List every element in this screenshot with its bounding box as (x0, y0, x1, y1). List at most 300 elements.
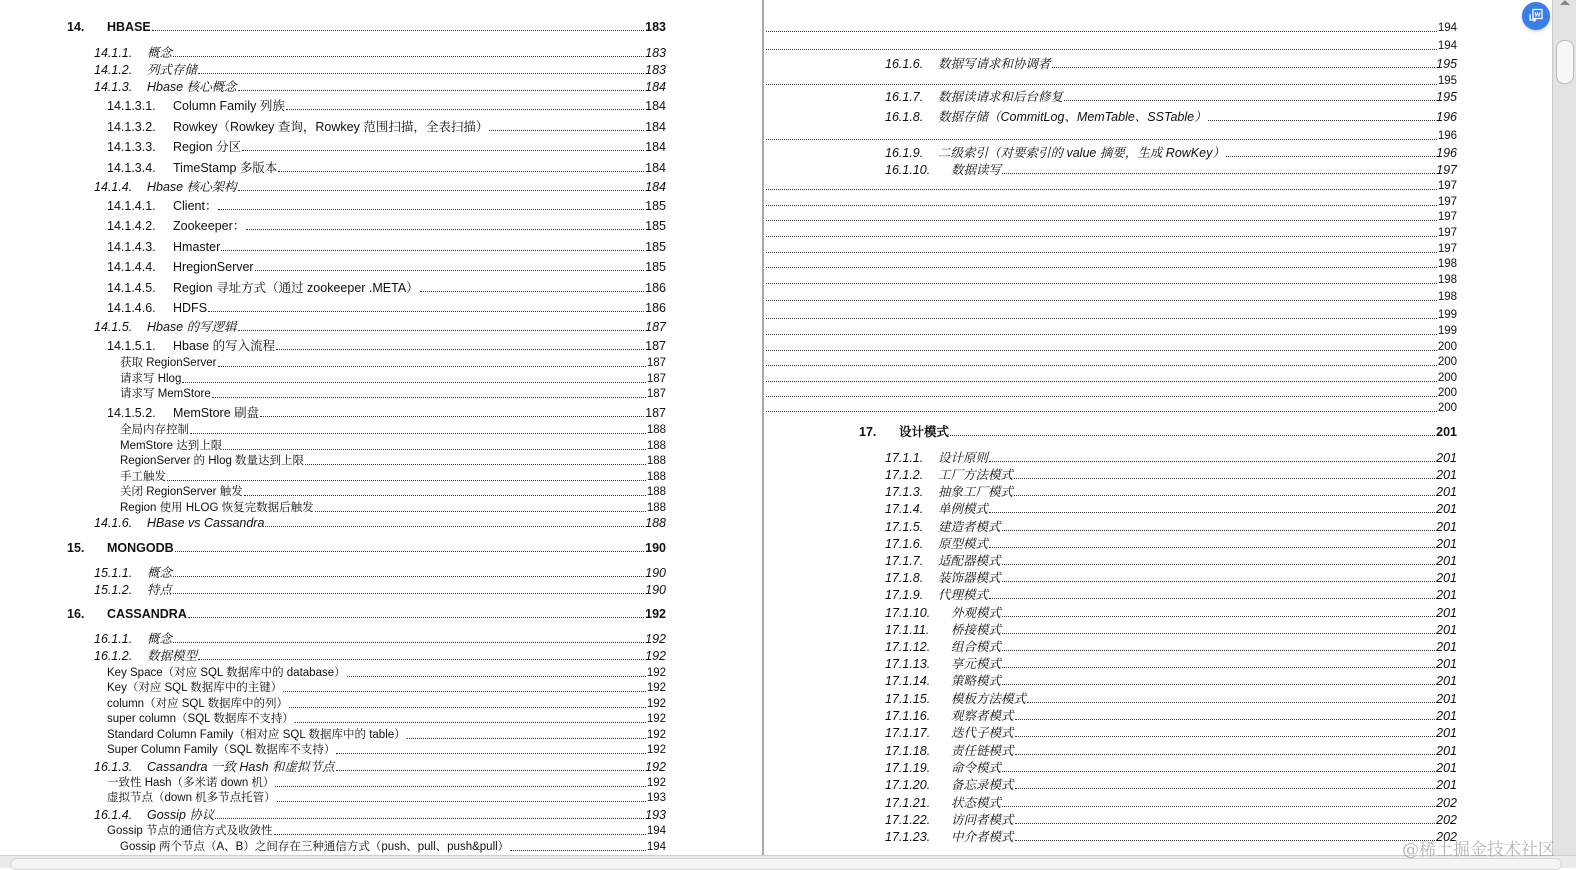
toc-entry-title: HregionServer (173, 260, 254, 274)
toc-entry-page-number: 201 (1436, 425, 1457, 439)
toc-entry-number: 14.1.3.3. (107, 140, 156, 154)
toc-entry[interactable] (885, 623, 1457, 637)
toc-entry-page-number: 190 (645, 566, 666, 580)
dot-leader (221, 250, 644, 251)
toc-entry-page-number: 188 (646, 424, 666, 436)
toc-entry[interactable] (885, 537, 1457, 551)
toc-entry[interactable] (107, 339, 666, 353)
toc-entry-page-number: 185 (645, 260, 666, 274)
toc-entry-title: CASSANDRA (107, 607, 187, 621)
toc-entry-number: 17.1.19. (885, 761, 931, 775)
toc-entry-title: 虚拟节点（down 机多节点托管） (107, 792, 276, 804)
toc-entry[interactable] (107, 219, 666, 233)
toc-entry-page-number: 185 (645, 219, 666, 233)
toc-entry[interactable] (120, 356, 666, 370)
toc-entry[interactable] (885, 830, 1457, 844)
toc-entry-number: 14.1.5. (94, 320, 133, 334)
toc-entry-number: 17. (859, 425, 877, 439)
toc-entry-page-number: 183 (645, 46, 666, 60)
dot-leader (1015, 736, 1436, 737)
toc-entry[interactable] (885, 796, 1457, 810)
toc-entry-number: 14.1.5.2. (107, 406, 156, 420)
toc-entry-page-number: 197 (1437, 227, 1457, 239)
toc-entry-title: MemStore 刷盘 (173, 406, 260, 420)
toc-entry-number: 16.1.1. (94, 632, 133, 646)
toc-entry-title: 数据存储（CommitLog、MemTable、SSTable） (938, 110, 1207, 124)
toc-entry-title: 享元模式 (951, 657, 1002, 671)
dot-leader (1002, 581, 1436, 582)
toc-entry-page-number: 190 (645, 541, 666, 555)
toc-entry-title: 概念 (147, 46, 173, 60)
toc-entry-title: Region 分区 (173, 140, 242, 154)
toc-entry-page-number: 199 (1437, 309, 1457, 321)
toc-entry[interactable] (765, 74, 1457, 88)
toc-entry-page-number: 188 (646, 471, 666, 483)
toc-entry-title: 工厂方法模式 (938, 468, 1014, 482)
toc-entry[interactable] (885, 146, 1457, 160)
toc-entry-number: 14.1.4.4. (107, 260, 156, 274)
toc-entry-page-number: 192 (646, 713, 666, 725)
toc-entry-number: 17.1.11. (885, 623, 930, 637)
toc-entry-title: 一致性 Hash（多米诺 down 机） (107, 777, 275, 789)
toc-entry-number: 16.1.9. (885, 146, 924, 160)
dot-leader (1015, 719, 1436, 720)
toc-entry-number: 14.1.4.6. (107, 301, 156, 315)
toc-entry[interactable] (885, 451, 1457, 465)
toc-entry-page-number: 194 (646, 841, 666, 853)
toc-entry[interactable] (765, 308, 1457, 322)
dot-leader (218, 366, 646, 367)
toc-entry-title: 数据读请求和后台修复 (938, 90, 1064, 104)
convert-to-word-icon (1528, 8, 1544, 24)
dot-leader (276, 349, 644, 350)
toc-entry[interactable] (120, 840, 666, 854)
toc-entry-title: 建造者模式 (938, 520, 1001, 534)
toc-entry[interactable] (94, 80, 666, 94)
toc-entry-title: Hbase 核心架构 (147, 180, 237, 194)
toc-entry-page-number: 197 (1436, 163, 1457, 177)
dot-leader (420, 291, 644, 292)
toc-entry[interactable] (107, 199, 666, 213)
dot-leader (765, 283, 1437, 284)
toc-entry[interactable] (107, 681, 666, 695)
toc-entry-title: 责任链模式 (951, 744, 1014, 758)
dot-leader (223, 449, 646, 450)
toc-entry-number: 17.1.9. (885, 588, 924, 602)
toc-entry-page-number: 192 (645, 607, 666, 621)
dot-leader (315, 511, 646, 512)
dot-leader (265, 526, 644, 527)
toc-entry-title: Key Space（对应 SQL 数据库中的 database） (107, 667, 346, 679)
dot-leader (489, 130, 644, 131)
toc-entry-number: 17.1.10. (885, 606, 931, 620)
toc-entry-number: 17.1.16. (885, 709, 931, 723)
dot-leader (173, 576, 644, 577)
dot-leader (274, 834, 646, 835)
toc-entry-page-number: 201 (1436, 674, 1457, 688)
dot-leader (765, 205, 1437, 206)
toc-entry[interactable] (885, 90, 1457, 104)
toc-entry-number: 14.1.4. (94, 180, 133, 194)
dot-leader (765, 381, 1437, 382)
toc-entry-page-number: 201 (1436, 692, 1457, 706)
dot-leader (238, 190, 645, 191)
dot-leader (1002, 806, 1435, 807)
toc-entry[interactable] (94, 632, 666, 646)
toc-entry-title: Column Family 列族 (173, 99, 285, 113)
toc-entry[interactable] (885, 520, 1457, 534)
toc-entry-title: Zookeeper： (173, 219, 246, 233)
toc-entry-title: Cassandra 一致 Hash 和虚拟节点 (147, 760, 335, 774)
horizontal-scrollbar-track[interactable] (10, 858, 1562, 870)
toc-entry-title: Gossip 节点的通信方式及收敛性 (107, 825, 273, 837)
toc-entry-number: 17.1.17. (885, 726, 931, 740)
toc-entry-number: 16.1.7. (885, 90, 924, 104)
toc-entry[interactable] (885, 657, 1457, 671)
toc-entry-page-number: 184 (645, 180, 666, 194)
toc-entry-title: 手工触发 (120, 471, 166, 483)
dot-leader (765, 49, 1437, 50)
toc-entry[interactable] (94, 46, 666, 60)
toc-entry[interactable] (885, 813, 1457, 827)
dot-leader (1002, 771, 1435, 772)
toc-entry[interactable] (94, 808, 666, 822)
toc-entry-number: 16.1.2. (94, 649, 133, 663)
toc-entry-page-number: 187 (646, 357, 666, 369)
toc-entry-page-number: 192 (645, 760, 666, 774)
toc-entry-number: 15.1.1. (94, 566, 133, 580)
toc-entry-title: Key（对应 SQL 数据库中的主键） (107, 682, 283, 694)
toc-entry[interactable] (107, 281, 666, 295)
dot-leader (989, 598, 1435, 599)
dot-leader (765, 267, 1437, 268)
toc-entry-page-number: 183 (645, 20, 666, 34)
toc-entry-number: 16.1.10. (885, 163, 931, 177)
toc-entry-page-number: 201 (1436, 520, 1457, 534)
toc-entry[interactable] (67, 607, 666, 621)
toc-entry-number: 17.1.21. (885, 796, 931, 810)
dot-leader (336, 770, 645, 771)
toc-entry[interactable] (120, 470, 666, 484)
toc-entry[interactable] (107, 406, 666, 420)
dot-leader (765, 411, 1437, 412)
dot-leader (765, 318, 1437, 319)
toc-entry[interactable] (885, 640, 1457, 654)
toc-entry-title: 外观模式 (951, 606, 1002, 620)
dot-leader (246, 229, 644, 230)
toc-entry[interactable] (94, 180, 666, 194)
toc-entry[interactable] (885, 163, 1457, 177)
toc-entry[interactable] (94, 63, 666, 77)
toc-entry-page-number: 194 (1437, 40, 1457, 52)
toc-entry-number: 17.1.4. (885, 502, 924, 516)
toc-entry-page-number: 201 (1436, 761, 1457, 775)
toc-entry-number: 17.1.2. (885, 468, 924, 482)
toc-entry[interactable] (885, 692, 1457, 706)
toc-entry-number: 16.1.8. (885, 110, 924, 124)
toc-entry-title: MemStore 达到上限 (120, 440, 223, 452)
toc-entry[interactable] (107, 666, 666, 680)
toc-entry[interactable] (107, 743, 666, 757)
toc-entry-page-number: 201 (1436, 554, 1457, 568)
toc-entry[interactable] (107, 824, 666, 838)
dot-leader (765, 236, 1437, 237)
toc-entry-title: Hbase 的写入流程 (173, 339, 276, 353)
toc-entry[interactable] (765, 386, 1457, 400)
dot-leader (336, 753, 645, 754)
toc-entry[interactable] (885, 744, 1457, 758)
dot-leader (1002, 530, 1436, 531)
toc-entry[interactable] (107, 697, 666, 711)
toc-entry-title: TimeStamp 多版本 (173, 161, 278, 175)
toc-entry[interactable] (67, 20, 666, 34)
toc-entry[interactable] (765, 129, 1457, 143)
toc-entry-page-number: 200 (1437, 372, 1457, 384)
toc-entry[interactable] (885, 709, 1457, 723)
toc-entry[interactable] (765, 242, 1457, 256)
dot-leader (289, 707, 646, 708)
dot-leader (1052, 67, 1436, 68)
toc-entry-number: 15.1.2. (94, 583, 133, 597)
toc-entry-title: 组合模式 (951, 640, 1002, 654)
toc-entry[interactable] (765, 340, 1457, 354)
toc-entry[interactable] (885, 726, 1457, 740)
toc-entry-title: 概念 (147, 566, 173, 580)
toc-entry[interactable] (120, 485, 666, 499)
toc-entry[interactable] (94, 320, 666, 334)
toc-entry-page-number: 192 (646, 729, 666, 741)
toc-entry-number: 14.1.3. (94, 80, 133, 94)
toc-entry[interactable] (107, 140, 666, 154)
toc-entry[interactable] (107, 260, 666, 274)
toc-entry-page-number: 195 (1436, 57, 1457, 71)
toc-entry[interactable] (107, 776, 666, 790)
toc-entry[interactable] (765, 257, 1457, 271)
dot-leader (1064, 100, 1435, 101)
dot-leader (765, 189, 1437, 190)
toc-entry-title: 获取 RegionServer (120, 357, 217, 369)
toc-entry-number: 17.1.6. (885, 537, 924, 551)
toc-entry-number: 17.1.14. (885, 674, 931, 688)
toc-entry[interactable] (120, 423, 666, 437)
toc-entry-page-number: 200 (1437, 387, 1457, 399)
toc-entry[interactable] (107, 728, 666, 742)
toc-entry-page-number: 184 (645, 140, 666, 154)
toc-entry-page-number: 187 (645, 339, 666, 353)
dot-leader (765, 365, 1437, 366)
toc-entry[interactable] (765, 21, 1457, 35)
toc-entry-page-number: 187 (645, 320, 666, 334)
toc-entry[interactable] (765, 273, 1457, 287)
toc-entry-page-number: 194 (1437, 22, 1457, 34)
toc-entry[interactable] (885, 502, 1457, 516)
dot-leader (989, 512, 1435, 513)
dot-leader (244, 495, 646, 496)
toc-entry-page-number: 195 (1437, 75, 1457, 87)
toc-entry[interactable] (107, 301, 666, 315)
toc-entry[interactable] (885, 485, 1457, 499)
toc-entry-title: HDFS (173, 301, 208, 315)
toc-entry[interactable] (107, 120, 666, 134)
toc-entry[interactable] (765, 324, 1457, 338)
toc-entry[interactable] (120, 439, 666, 453)
dot-leader (765, 350, 1437, 351)
toc-entry-page-number: 188 (646, 440, 666, 452)
dot-leader (190, 433, 646, 434)
toc-entry-title: 迭代子模式 (951, 726, 1014, 740)
toc-entry-number: 14.1.4.3. (107, 240, 156, 254)
toc-entry[interactable] (765, 179, 1457, 193)
toc-entry-page-number: 201 (1436, 657, 1457, 671)
dot-leader (1027, 702, 1435, 703)
toc-entry-page-number: 198 (1437, 258, 1457, 270)
dot-leader (277, 801, 646, 802)
document-page-right (765, 0, 1549, 855)
dot-leader (182, 382, 645, 383)
toc-entry-title: 特点 (147, 583, 173, 597)
toc-entry-page-number: 200 (1437, 356, 1457, 368)
toc-entry[interactable] (107, 161, 666, 175)
toc-entry[interactable] (885, 778, 1457, 792)
scroll-up-arrow-icon[interactable] (1560, 0, 1570, 5)
dot-leader (1015, 788, 1436, 789)
toc-entry-title: Region 寻址方式（通过 zookeeper .META） (173, 281, 419, 295)
toc-entry-page-number: 190 (645, 583, 666, 597)
toc-entry-page-number: 187 (645, 406, 666, 420)
toc-entry[interactable] (885, 571, 1457, 585)
toc-entry-title: MONGODB (107, 541, 174, 555)
horizontal-scrollbar[interactable] (0, 855, 1576, 868)
toc-entry-page-number: 184 (645, 80, 666, 94)
toc-entry-title: 装饰器模式 (938, 571, 1001, 585)
dot-leader (765, 252, 1437, 253)
toc-entry-title: 模板方法模式 (951, 692, 1027, 706)
toc-entry[interactable] (765, 290, 1457, 304)
toc-entry[interactable] (765, 195, 1457, 209)
toc-entry[interactable] (765, 371, 1457, 385)
toc-entry-page-number: 196 (1436, 146, 1457, 160)
dot-leader (238, 90, 645, 91)
toc-entry[interactable] (885, 674, 1457, 688)
toc-entry[interactable] (94, 649, 666, 663)
toc-entry-page-number: 193 (646, 792, 666, 804)
toc-entry[interactable] (120, 454, 666, 468)
toc-entry-page-number: 185 (645, 240, 666, 254)
toc-entry[interactable] (765, 39, 1457, 53)
document-page-left (0, 0, 762, 855)
dot-leader (1015, 823, 1436, 824)
toc-entry[interactable] (107, 791, 666, 805)
dot-leader (510, 850, 646, 851)
toc-entry-title: 抽象工厂模式 (938, 485, 1014, 499)
toc-entry[interactable] (859, 425, 1457, 439)
toc-entry[interactable] (765, 226, 1457, 240)
toc-entry[interactable] (94, 583, 666, 597)
toc-entry-title: 备忘录模式 (951, 778, 1014, 792)
toc-entry[interactable] (885, 588, 1457, 602)
toc-entry-number: 17.1.8. (885, 571, 924, 585)
toc-entry-page-number: 202 (1436, 813, 1457, 827)
toc-entry-page-number: 201 (1436, 468, 1457, 482)
dot-leader (173, 593, 644, 594)
toc-entry[interactable] (885, 606, 1457, 620)
toc-entry-title: 请求写 Hlog (120, 373, 182, 385)
toc-entry[interactable] (107, 99, 666, 113)
toc-entry-number: 14.1.3.2. (107, 120, 156, 134)
toc-entry-page-number: 201 (1436, 502, 1457, 516)
toc-entry[interactable] (107, 712, 666, 726)
toc-entry-title: 命令模式 (951, 761, 1002, 775)
vertical-scrollbar-thumb[interactable] (1556, 40, 1574, 84)
toc-entry[interactable] (885, 57, 1457, 71)
vertical-scrollbar[interactable] (1552, 0, 1576, 855)
toc-entry-title: column（对应 SQL 数据库中的列） (107, 698, 289, 710)
toc-entry[interactable] (120, 387, 666, 401)
toc-entry-title: 关闭 RegionServer 触发 (120, 486, 243, 498)
toc-entry[interactable] (94, 566, 666, 580)
toc-entry[interactable] (120, 501, 666, 515)
toc-entry[interactable] (885, 554, 1457, 568)
toc-entry-page-number: 184 (645, 120, 666, 134)
toc-entry-title: Hbase 核心概念 (147, 80, 237, 94)
toc-entry-number: 16.1.3. (94, 760, 133, 774)
dot-leader (218, 209, 644, 210)
toc-entry[interactable] (107, 240, 666, 254)
toc-entry[interactable] (885, 468, 1457, 482)
toc-entry-page-number: 187 (646, 373, 666, 385)
dot-leader (765, 139, 1437, 140)
toc-entry[interactable] (765, 401, 1457, 415)
dot-leader (1226, 156, 1435, 157)
toc-entry-title: 策略模式 (951, 674, 1002, 688)
toc-entry[interactable] (885, 110, 1457, 124)
toc-entry[interactable] (120, 372, 666, 386)
toc-entry[interactable] (765, 355, 1457, 369)
toc-entry-page-number: 202 (1436, 830, 1457, 844)
toc-entry-page-number: 192 (646, 777, 666, 789)
toc-entry-page-number: 197 (1437, 211, 1457, 223)
toc-entry-title: Rowkey（Rowkey 查询，Rowkey 范围扫描，全表扫描） (173, 120, 489, 134)
toc-entry-title: super column（SQL 数据库不支持） (107, 713, 294, 725)
toc-entry-title: 数据读写 (951, 163, 1002, 177)
dot-leader (765, 31, 1437, 32)
toc-entry[interactable] (94, 760, 666, 774)
toc-entry-page-number: 201 (1436, 606, 1457, 620)
toc-entry[interactable] (765, 210, 1457, 224)
toc-entry-title: Region 使用 HLOG 恢复完数据后触发 (120, 502, 314, 514)
toc-entry[interactable] (885, 761, 1457, 775)
toc-entry-number: 17.1.7. (885, 554, 924, 568)
dot-leader (1002, 633, 1435, 634)
toc-entry-page-number: 188 (646, 455, 666, 467)
dot-leader (765, 300, 1437, 301)
toc-entry[interactable] (94, 516, 666, 530)
dot-leader (989, 547, 1435, 548)
dot-leader (1002, 616, 1435, 617)
toc-entry-page-number: 201 (1436, 623, 1457, 637)
dot-leader (1015, 840, 1436, 841)
toc-entry-title: Client： (173, 199, 218, 213)
dot-leader (1002, 667, 1435, 668)
toc-entry-page-number: 192 (645, 632, 666, 646)
toc-entry-title: 访问者模式 (951, 813, 1014, 827)
toc-entry-page-number: 201 (1436, 709, 1457, 723)
toc-entry-title: 二级索引（对要索引的 value 摘要，生成 RowKey） (938, 146, 1225, 160)
toc-entry[interactable] (67, 541, 666, 555)
toc-entry-title: RegionServer 的 Hlog 数量达到上限 (120, 455, 305, 467)
convert-to-word-button[interactable] (1522, 2, 1550, 30)
toc-entry-page-number: 200 (1437, 402, 1457, 414)
